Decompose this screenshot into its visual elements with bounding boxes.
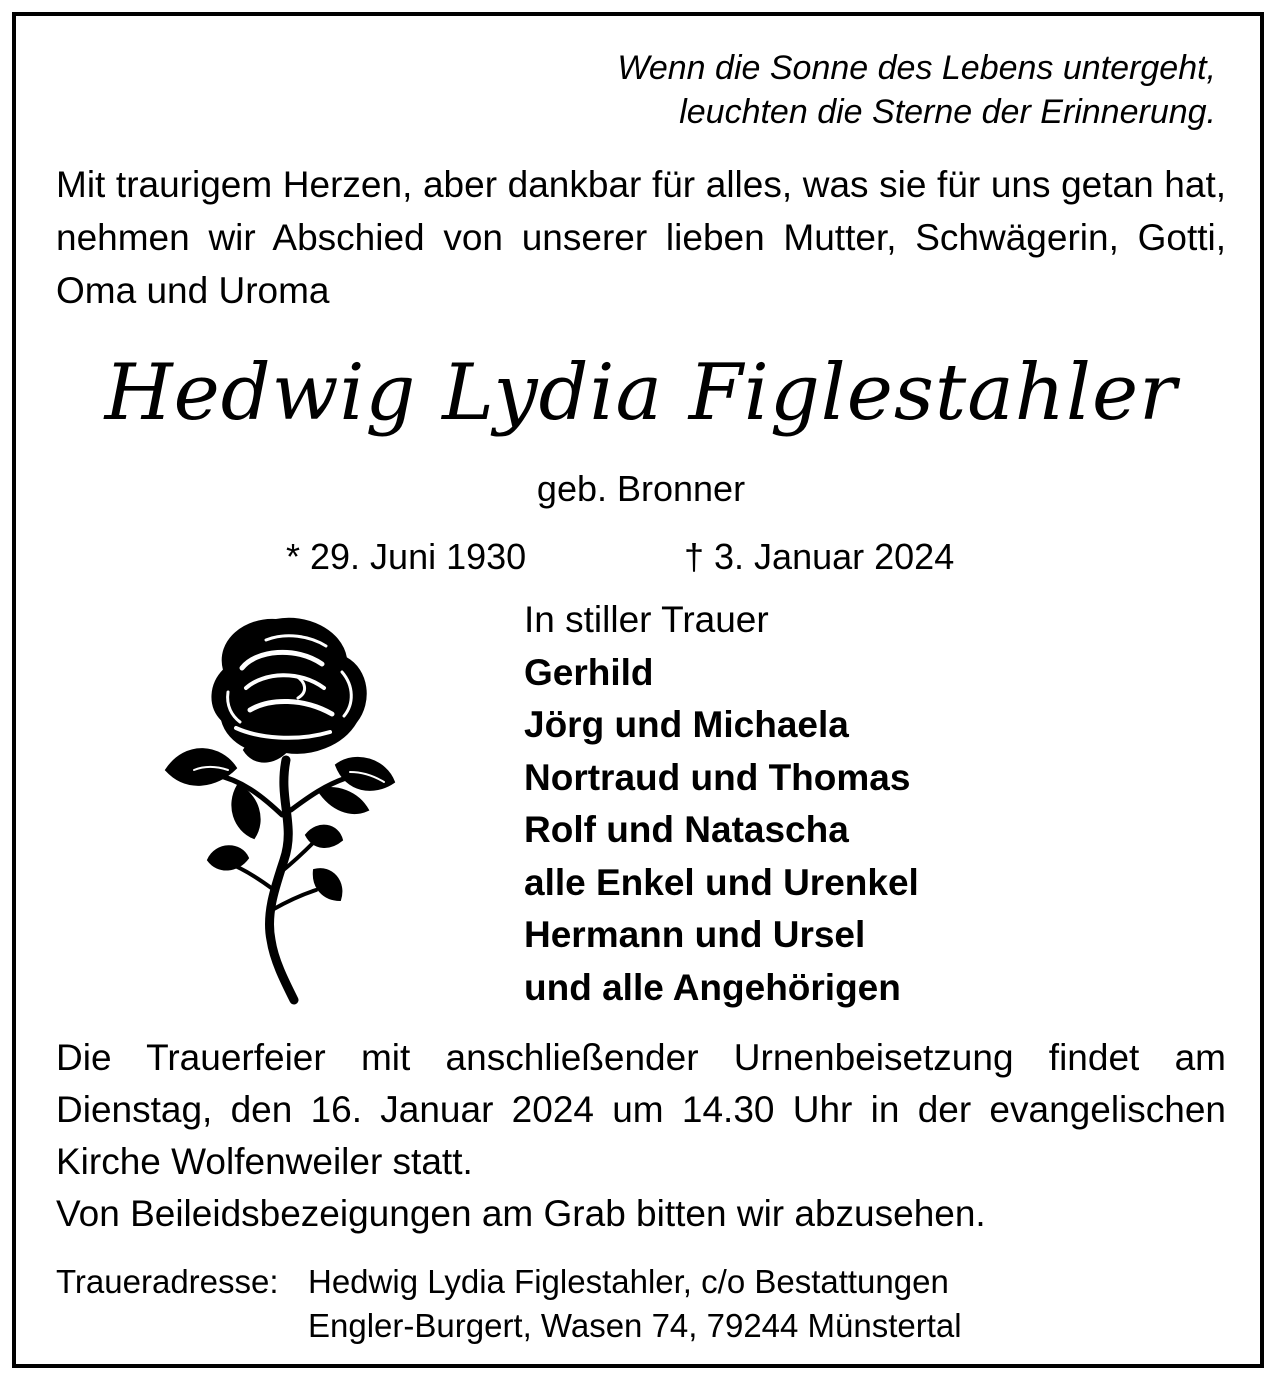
deceased-name: Hedwig Lydia Figlestahler [104,348,1178,438]
rose-icon [146,610,396,1010]
address-label: Traueradresse: [56,1263,279,1300]
ceremony-info [56,1032,1226,1240]
motto-line-1: Wenn die Sonne des Lebens untergeht, [617,49,1216,87]
condolence-note: Von Beileidsbezeigungen am Grab bitten wir abzusehen. [56,1193,986,1234]
mourning-lead: In stiller Trauer [524,599,769,640]
address-line-2: Engler-Burgert, Wasen 74, 79244 Münstertal [308,1307,962,1344]
death-date: † 3. Januar 2024 [684,536,955,577]
mourner-name: Hermann und Ursel [524,914,866,955]
mourners-list [524,594,1224,1014]
mourner-name: Nortraud und Thomas [524,756,911,798]
ceremony-text: Die Trauerfeier mit anschließender Urnenbeisetzung findet am Dienstag, den 16. Januar 2024 um 14.30 Uhr in der evangelischen Kirche Wolfenweiler statt. [56,1037,1226,1182]
mourner-name: Rolf und Natascha [524,809,849,850]
motto-line-2: leuchten die Sterne der Erinnerung. [679,93,1216,131]
mourner-name: und alle Angehörigen [524,966,901,1008]
birth-date: * 29. Juni 1930 [286,536,527,577]
address-line-1: Hedwig Lydia Figlestahler, c/o Bestattungen [308,1263,949,1300]
mourner-name: Jörg und Michaela [524,704,849,745]
mourner-name: Gerhild [524,651,654,693]
mourning-address [56,1260,1226,1348]
obituary-notice [12,12,1264,1368]
mourner-name: alle Enkel und Urenkel [524,861,919,903]
maiden-name: geb. Bronner [536,468,746,509]
motto-quote [316,46,1216,134]
intro-text: Mit traurigem Herzen, aber dankbar für alles, was sie für uns getan hat, nehmen wir Abschied von unserer lieben Mutter, Schwägerin, Gotti, Oma und Uroma [56,164,1226,311]
